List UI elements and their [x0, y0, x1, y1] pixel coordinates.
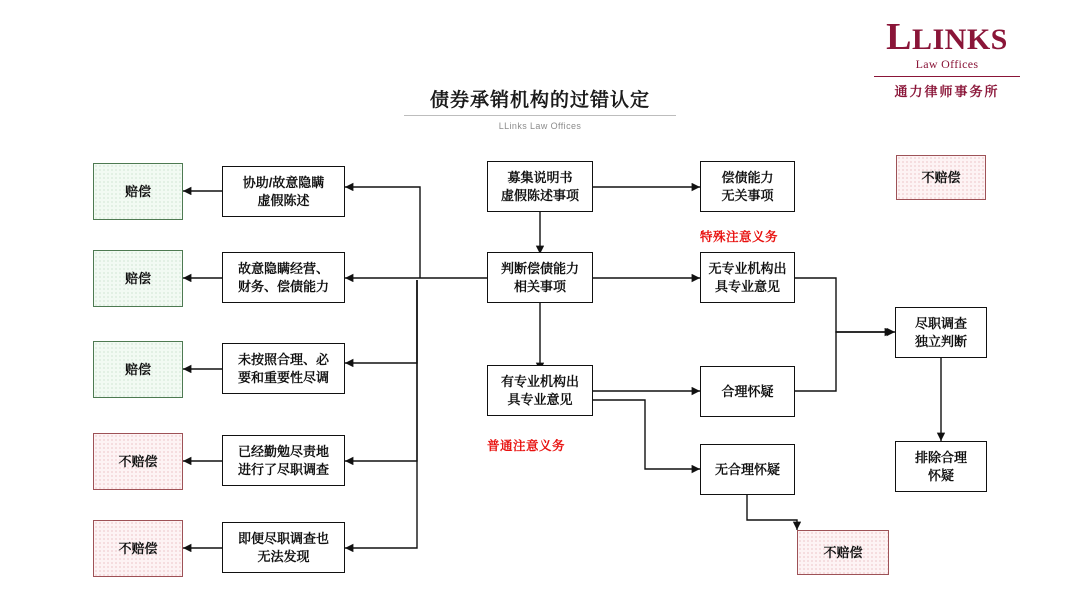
center-box-2-line1: 判断偿债能力 [500, 260, 579, 276]
center-box-3-line1: 有专业机构出 [500, 373, 579, 389]
outcome-box-left-3: 赔偿 [93, 341, 183, 398]
conduct-box-2-line1: 故意隐瞒经营、 [237, 260, 329, 276]
center-box-2-line2: 相关事项 [513, 278, 566, 294]
page-subtitle: LLinks Law Offices [498, 121, 582, 131]
conduct-box-1-line2: 虚假陈述 [257, 192, 310, 208]
center-box-1 [487, 161, 593, 212]
conduct-box-4-line1: 已经勤勉尽责地 [237, 443, 329, 459]
right-box-1 [700, 161, 795, 212]
conduct-box-3 [222, 343, 345, 394]
outcome-box-left-2: 赔偿 [93, 250, 183, 307]
conduct-box-5-line2: 无法发现 [257, 548, 310, 564]
conduct-box-4 [222, 435, 345, 486]
right-box-1-line2: 无关事项 [721, 187, 774, 203]
right-box-3: 合理怀疑 [700, 366, 795, 417]
outcome-box-left-5: 不赔偿 [93, 520, 183, 577]
outcome-box-right-1: 不赔偿 [896, 155, 986, 200]
far-right-box-2-line1: 排除合理 [914, 449, 967, 465]
conduct-box-5 [222, 522, 345, 573]
logo-chinese-name: 通力律师事务所 [894, 84, 1000, 99]
right-box-2 [700, 252, 795, 303]
conduct-box-5-line1: 即便尽职调查也 [237, 530, 329, 546]
logo-wordmark [872, 18, 1022, 56]
logo-divider [874, 76, 1020, 77]
annotation-special-duty: 特殊注意义务 [700, 230, 779, 244]
center-box-3-line2: 具专业意见 [507, 391, 573, 407]
far-right-box-2-line2: 怀疑 [927, 467, 954, 483]
conduct-box-2-line2: 财务、偿债能力 [237, 278, 329, 294]
center-box-1-line2: 虚假陈述事项 [500, 187, 579, 203]
conduct-box-1 [222, 166, 345, 217]
right-box-2-line1: 无专业机构出 [708, 260, 787, 276]
company-logo [872, 18, 1022, 100]
outcome-box-left-1: 赔偿 [93, 163, 183, 220]
conduct-box-1-line1: 协助/故意隐瞒 [242, 174, 325, 190]
logo-subtitle: Law Offices [915, 57, 979, 71]
annotation-general-duty: 普通注意义务 [487, 439, 566, 453]
center-box-1-line1: 募集说明书 [507, 169, 573, 185]
far-right-box-1-line2: 独立判断 [914, 333, 967, 349]
far-right-box-1 [895, 307, 987, 358]
logo-initial: L [886, 16, 912, 58]
far-right-box-2 [895, 441, 987, 492]
conduct-box-2 [222, 252, 345, 303]
conduct-box-3-line2: 要和重要性尽调 [237, 369, 329, 385]
center-box-2 [487, 252, 593, 303]
right-box-2-line2: 具专业意见 [714, 278, 780, 294]
right-box-1-line1: 偿债能力 [721, 169, 774, 185]
conduct-box-3-line1: 未按照合理、必 [237, 351, 329, 367]
title-divider [404, 115, 676, 116]
outcome-box-left-4: 不赔偿 [93, 433, 183, 490]
page-title: 债券承销机构的过错认定 [429, 90, 650, 111]
conduct-box-4-line2: 进行了尽职调查 [237, 461, 329, 477]
center-box-3 [487, 365, 593, 416]
far-right-box-1-line1: 尽职调查 [914, 315, 967, 331]
logo-name: LINKS [911, 23, 1008, 56]
right-box-4: 无合理怀疑 [700, 444, 795, 495]
outcome-box-right-2: 不赔偿 [797, 530, 889, 575]
